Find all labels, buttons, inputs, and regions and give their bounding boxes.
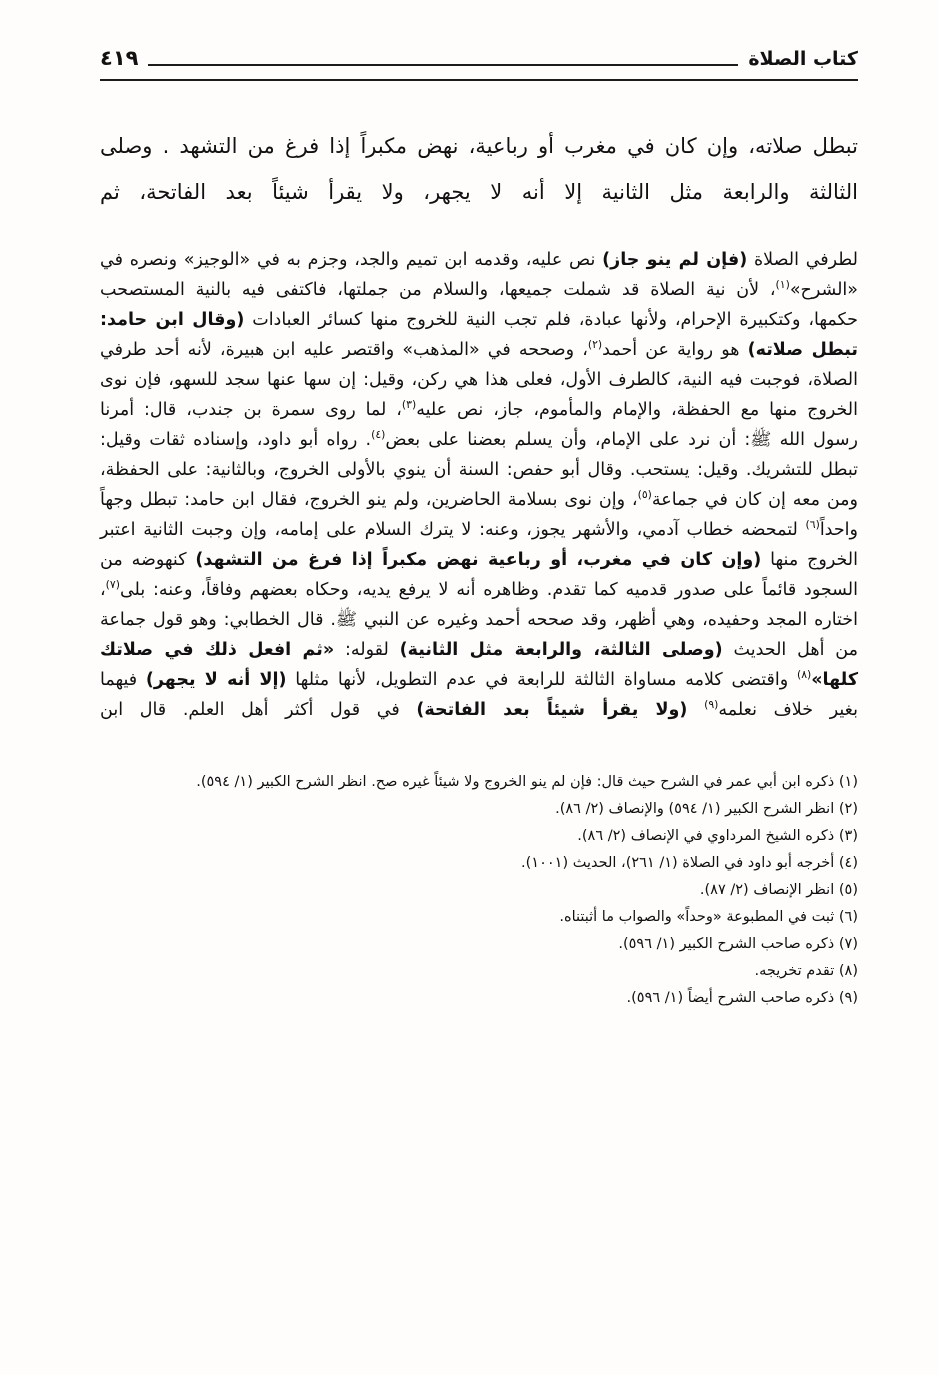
matn-section: [100, 123, 858, 215]
commentary-segment: ، وإن نوى بسلامة الحاضرين، ولم ينو الخروج، فقال ابن حامد: تبطل وجهاً واحداً: [100, 490, 858, 540]
footnote-item: [100, 985, 858, 1012]
commentary-segment: كنهوضه من السجود قائماً على صدور قدميه كما تقدم. وظاهره أنه لا يرفع يديه، وحكاه بعضهم وفاقاً، وعنه: بلى: [100, 550, 858, 600]
footnote-reference: (٤): [371, 428, 386, 442]
footnote-text: تقدم تخريجه.: [754, 963, 835, 979]
footnotes-section: [100, 769, 858, 1012]
footnote-item: [100, 850, 858, 877]
commentary-segment: لطرفي الصلاة: [747, 250, 858, 270]
footnote-item: [100, 823, 858, 850]
commentary-segment: فيهما بغير خلاف نعلمه: [100, 670, 858, 720]
footnote-reference: (٨): [796, 668, 812, 682]
commentary-segment: واقتضى كلامه مساواة الثالثة للرابعة في عدم التطويل، لأنها مثلها: [286, 670, 797, 690]
commentary-segment: (وإن كان في مغرب، أو رباعية نهض مكبراً إذا فرغ من التشهد): [195, 550, 762, 570]
commentary-segment: لتمحضه خطاب آدمي، والأشهر يجوز، وعنه: لا يترك السلام على إمامه، وإن وجبت الثانية اعتبر الخروج منها: [100, 520, 858, 570]
footnote-text: انظر الشرح الكبير (١/ ٥٩٤) والإنصاف (٢/ ٨٦).: [555, 801, 835, 817]
footnote-marker: (٨): [838, 963, 858, 979]
footnote-marker: (٩): [838, 990, 858, 1006]
footnote-text: انظر الإنصاف (٢/ ٨٧).: [699, 882, 835, 898]
commentary-segment: (إلا أنه لا يجهر): [145, 670, 287, 690]
footnote-item: [100, 796, 858, 823]
footnote-item: [100, 904, 858, 931]
commentary-segment: (فإن لم ينو جاز): [602, 250, 748, 270]
commentary-segment: لقوله:: [334, 640, 400, 660]
page-number: ٤١٩: [100, 46, 139, 70]
footnote-reference: (٦): [805, 518, 820, 532]
page-header: [100, 46, 858, 81]
commentary-segment: ، لما روى سمرة بن جندب، قال: أمرنا رسول الله ﷺ: أن نرد على الإمام، وأن يسلم بعضنا على بعض: [100, 400, 858, 450]
commentary-segment: ، لأن نية الصلاة قد شملت جميعها، والسلام من جملتها، فاكتفى فيه بالنية المستصحب حكمها، وكتكبيرة الإحرام، ولأنها عبادة، فلم تجب النية للخروج منها كسائر العبادات: [100, 280, 858, 330]
footnote-marker: (١): [838, 774, 858, 790]
commentary-segment: (وصلى الثالثة، والرابعة مثل الثانية): [399, 640, 723, 660]
footnote-marker: (٦): [838, 909, 858, 925]
commentary-segment: (وقال ابن حامد: تبطل صلاته): [100, 310, 858, 360]
footnote-text: ذكره صاحب الشرح الكبير (١/ ٥٩٦).: [618, 936, 835, 952]
commentary-segment: . رواه أبو داود، وإسناده ثقات وقيل: تبطل للتشريك. وقيل: يستحب. وقال أبو حفص: السنة أن ينوي بالأولى الخروج، وبالثانية: على الحفظة، ومن معه إن كان في جماعة: [100, 430, 858, 510]
commentary-segment: ، وصححه في «المذهب» واقتصر عليه ابن هبيرة، لأنه أحد طرفي الصلاة، فوجبت فيه النية، كالطرف الأول، فعلى هذا هي ركن، وقيل: إن سها عنها سجد للسهو، فإن نوى الخروج منها مع الحفظة، والإمام والمأموم، جاز، نص عليه: [100, 340, 859, 420]
footnote-text: ذكره صاحب الشرح أيضاً (١/ ٥٩٦).: [626, 990, 835, 1006]
footnote-reference: (٩): [704, 698, 719, 712]
footnote-reference: (٢): [587, 338, 603, 352]
footnote-reference: (١): [775, 278, 790, 292]
footnote-marker: (٢): [838, 801, 858, 817]
commentary-segment: (ولا يقرأ شيئاً بعد الفاتحة): [416, 700, 688, 720]
header-underline: [100, 79, 858, 81]
footnote-marker: (٥): [838, 882, 858, 898]
footnote-marker: (٧): [838, 936, 858, 952]
commentary-segment: «ثم افعل ذلك في صلاتك كلها»: [100, 640, 858, 690]
header-row: [100, 46, 858, 72]
matn-text: تبطل صلاته، وإن كان في مغرب أو رباعية، نهض مكبراً إذا فرغ من التشهد . وصلى الثالثة والرابعة مثل الثانية إلا أنه لا يجهر، ولا يقرأ شيئاً بعد الفاتحة، ثم: [100, 134, 858, 204]
footnote-item: [100, 958, 858, 985]
footnote-text: أخرجه أبو داود في الصلاة (١/ ٢٦١)، الحديث (١٠٠١).: [521, 855, 835, 871]
footnote-item: [100, 769, 858, 796]
footnote-item: [100, 931, 858, 958]
header-rule: [148, 63, 738, 66]
book-title: كتاب الصلاة: [748, 48, 858, 70]
footnote-text: ثبت في المطبوعة «وحداً» والصواب ما أثبتناه.: [559, 909, 835, 925]
footnote-reference: (٥): [637, 488, 652, 502]
commentary-section: [100, 245, 858, 725]
footnote-reference: (٧): [105, 578, 120, 592]
footnote-text: ذكره الشيخ المرداوي في الإنصاف (٢/ ٨٦).: [577, 828, 835, 844]
commentary-segment: ، اختاره المجد وحفيده، وهي أظهر، وقد صححه أحمد وغيره عن النبي ﷺ. قال الخطابي: وهو قول جماعة من أهل الحديث: [100, 580, 858, 660]
commentary-text: [100, 245, 858, 725]
footnote-item: [100, 877, 858, 904]
commentary-segment: نص عليه، وقدمه ابن تميم والجد، وجزم به في «الوجيز» ونصره في «الشرح»: [100, 250, 858, 300]
footnote-marker: (٣): [838, 828, 858, 844]
commentary-segment: هو رواية عن أحمد: [602, 340, 748, 360]
footnote-reference: (٣): [401, 398, 417, 412]
commentary-segment: [687, 700, 704, 720]
commentary-segment: في قول أكثر أهل العلم. قال ابن: [100, 700, 417, 720]
footnote-marker: (٤): [838, 855, 858, 871]
footnote-text: ذكره ابن أبي عمر في الشرح حيث قال: فإن لم ينو الخروج ولا شيئاً غيره صح. انظر الشرح الكبير (١/ ٥٩٤).: [196, 774, 835, 790]
